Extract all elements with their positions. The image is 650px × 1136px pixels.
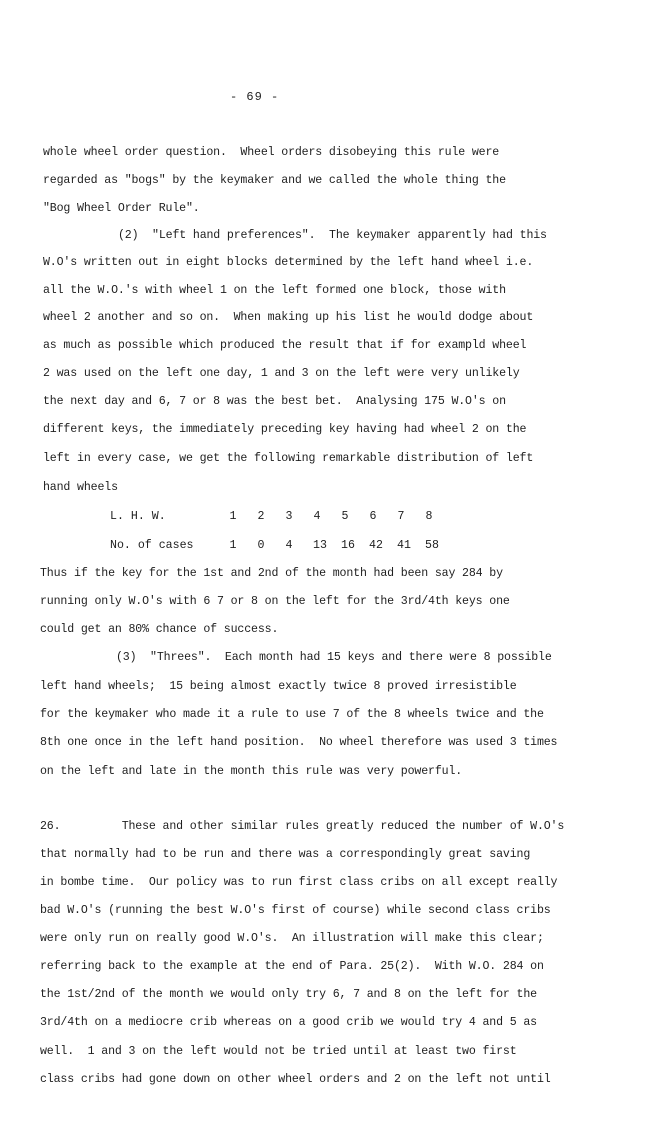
text-line: 26. These and other similar rules greatly reduced the number of W.O's <box>40 820 565 833</box>
text-line: 8th one once in the left hand position. No wheel therefore was used 3 times <box>40 736 558 749</box>
text-line: (3) "Threes". Each month had 15 keys and there were 8 possible <box>116 651 552 664</box>
text-line: left hand wheels; 15 being almost exactly twice 8 proved irresistible <box>40 680 517 693</box>
text-line: regarded as "bogs" by the keymaker and we called the whole thing the <box>43 174 506 187</box>
text-line: different keys, the immediately preceding key having had wheel 2 on the <box>43 423 527 436</box>
text-line: W.O's written out in eight blocks determined by the left hand wheel i.e. <box>43 256 534 269</box>
text-line: in bombe time. Our policy was to run first class cribs on all except really <box>40 876 558 889</box>
table-cell: 1 <box>229 539 237 552</box>
table-cell: 5 <box>341 510 349 523</box>
table-cell: 6 <box>369 510 377 523</box>
text-line: left in every case, we get the following remarkable distribution of left <box>43 452 534 465</box>
table-row <box>0 539 650 553</box>
table-cell: 3 <box>285 510 293 523</box>
text-line: for the keymaker who made it a rule to use 7 of the 8 wheels twice and the <box>40 708 544 721</box>
table-cell: 0 <box>257 539 265 552</box>
text-line: (2) "Left hand preferences". The keymaker apparently had this <box>118 229 547 242</box>
text-line: bad W.O's (running the best W.O's first of course) while second class cribs <box>40 904 551 917</box>
text-line: referring back to the example at the end of Para. 25(2). With W.O. 284 on <box>40 960 544 973</box>
table-row-label: No. of cases <box>110 539 194 552</box>
text-line: on the left and late in the month this rule was very powerful. <box>40 765 463 778</box>
text-line: were only run on really good W.O's. An illustration will make this clear; <box>40 932 544 945</box>
table-cell: 2 <box>257 510 265 523</box>
table-cell: 16 <box>341 539 355 552</box>
text-line: whole wheel order question. Wheel orders disobeying this rule were <box>43 146 500 159</box>
table-cell: 1 <box>229 510 237 523</box>
text-line: well. 1 and 3 on the left would not be tried until at least two first <box>40 1045 517 1058</box>
table-cell: 4 <box>285 539 293 552</box>
table-cell: 41 <box>397 539 411 552</box>
page-number: - 69 - <box>230 90 280 104</box>
text-line: the 1st/2nd of the month we would only try 6, 7 and 8 on the left for the <box>40 988 537 1001</box>
text-line: Thus if the key for the 1st and 2nd of the month had been say 284 by <box>40 567 503 580</box>
table-row-label: L. H. W. <box>110 510 166 523</box>
table-cell: 7 <box>397 510 405 523</box>
text-line: hand wheels <box>43 481 118 494</box>
table-cell: 8 <box>425 510 433 523</box>
text-line: could get an 80% chance of success. <box>40 623 279 636</box>
text-line: all the W.O.'s with wheel 1 on the left formed one block, those with <box>43 284 506 297</box>
text-line: as much as possible which produced the result that if for exampld wheel <box>43 339 527 352</box>
text-line: "Bog Wheel Order Rule". <box>43 202 200 215</box>
text-line: running only W.O's with 6 7 or 8 on the left for the 3rd/4th keys one <box>40 595 510 608</box>
table-row <box>0 510 650 524</box>
text-line: that normally had to be run and there was a correspondingly great saving <box>40 848 531 861</box>
table-cell: 58 <box>425 539 439 552</box>
text-line: 3rd/4th on a mediocre crib whereas on a good crib we would try 4 and 5 as <box>40 1016 537 1029</box>
text-line: the next day and 6, 7 or 8 was the best bet. Analysing 175 W.O's on <box>43 395 506 408</box>
text-line: wheel 2 another and so on. When making up his list he would dodge about <box>43 311 534 324</box>
text-line: class cribs had gone down on other wheel orders and 2 on the left not until <box>40 1073 551 1086</box>
table-cell: 4 <box>313 510 321 523</box>
text-line: 2 was used on the left one day, 1 and 3 on the left were very unlikely <box>43 367 520 380</box>
table-cell: 13 <box>313 539 327 552</box>
table-cell: 42 <box>369 539 383 552</box>
